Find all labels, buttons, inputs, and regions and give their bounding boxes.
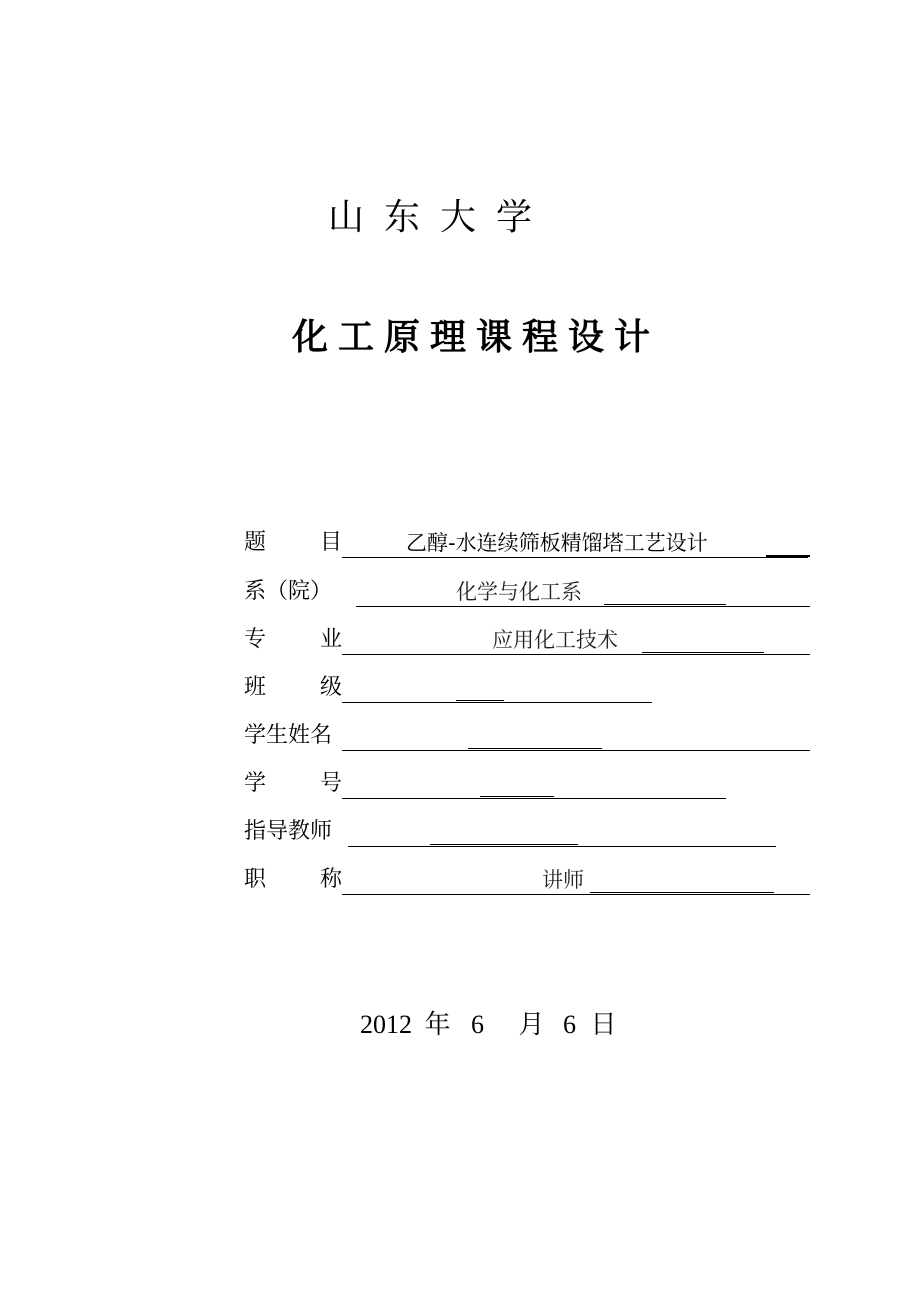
field-advisor-underline-second xyxy=(430,844,578,845)
field-class-label-text: 班级 xyxy=(244,675,397,700)
field-major-label-text: 专业 xyxy=(244,627,397,652)
field-major-underline-second xyxy=(642,652,764,653)
field-department-underline-second xyxy=(604,604,726,605)
field-class-underline-second xyxy=(456,700,504,701)
field-advisor-title-label-text: 职称 xyxy=(244,867,397,892)
field-class-underline xyxy=(342,702,652,703)
field-department-value: 化学与化工系 xyxy=(456,580,582,604)
field-advisor-title-underline-second xyxy=(590,892,774,893)
field-major-value: 应用化工技术 xyxy=(492,628,618,652)
field-advisor-title-label xyxy=(244,865,397,895)
date-day-unit: 日 xyxy=(590,1010,617,1039)
field-student-id-underline-second xyxy=(480,796,554,797)
date-year: 2012 xyxy=(360,1010,412,1039)
field-department-label: 系（院） xyxy=(244,579,333,604)
field-advisor-title-value: 讲师 xyxy=(542,868,584,892)
field-class-label xyxy=(244,673,397,703)
document-title: 化工原理课程设计 xyxy=(292,317,661,358)
field-advisor-label: 指导教师 xyxy=(244,819,333,844)
field-topic-label xyxy=(244,528,397,558)
field-topic-label-text: 题目 xyxy=(244,530,397,555)
field-topic-value: 乙醇-水连续筛板精馏塔工艺设计 xyxy=(406,531,708,555)
field-student-name-label: 学生姓名 xyxy=(244,723,333,748)
field-advisor-underline xyxy=(348,846,776,847)
field-student-name-underline xyxy=(342,750,810,751)
date-month-unit: 月 xyxy=(518,1010,545,1039)
field-student-id-label xyxy=(244,769,397,799)
field-student-id-label-text: 学号 xyxy=(244,771,397,796)
date-day: 6 xyxy=(563,1010,577,1039)
field-topic-underline-bold xyxy=(766,555,810,557)
field-student-id-underline xyxy=(342,798,726,799)
university-name: 山东大学 xyxy=(328,197,553,238)
field-department-underline xyxy=(356,606,810,607)
field-student-name-underline-second xyxy=(468,748,602,749)
date-month: 6 xyxy=(471,1010,485,1039)
field-major-label xyxy=(244,625,397,655)
date-year-unit: 年 xyxy=(424,1010,451,1039)
date xyxy=(360,1008,617,1042)
